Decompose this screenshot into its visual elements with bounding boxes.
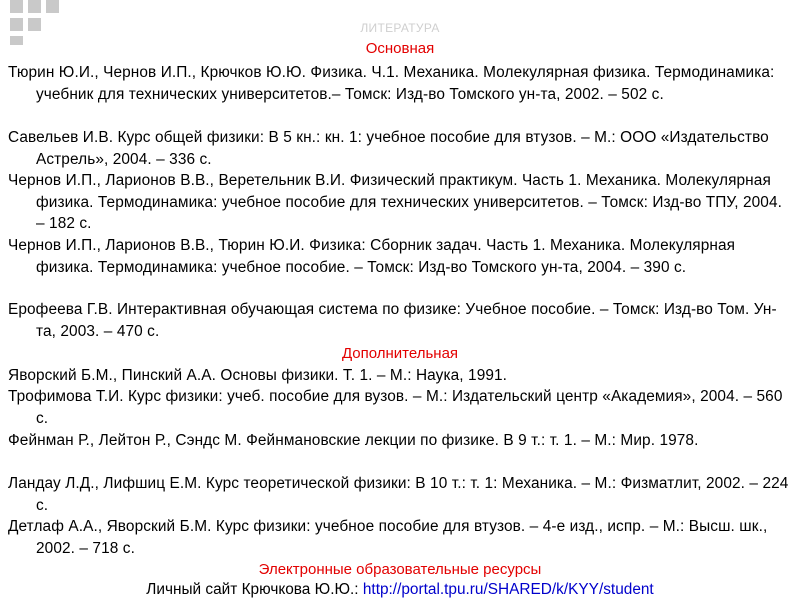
reference-item: Савельев И.В. Курс общей физики: В 5 кн.: кн. 1: учебное пособие для втузов. – М.: ООО «Издательство Астрель», 2004. – 336 с.	[8, 129, 769, 168]
reference-item: Тюрин Ю.И., Чернов И.П., Крючков Ю.Ю. Физика. Ч.1. Механика. Молекулярная физика. Термодинамика: учебник для технических университетов.– Томск: Изд-во Томского ун-та, 2002. – 502 с.	[8, 64, 775, 103]
reference-item: Ландау Л.Д., Лифшиц Е.М. Курс теоретической физики: В 10 т.: т. 1: Механика. – М.: Физматлит, 2002. – 224 с.	[8, 475, 789, 514]
reference-item: Яворский Б.М., Пинский А.А. Основы физики. Т. 1. – М.: Наука, 1991.	[8, 367, 508, 384]
student-site-link[interactable]: http://portal.tpu.ru/SHARED/k/KYY/student	[362, 581, 654, 598]
section-heading-main: Основная	[365, 40, 435, 57]
reference-item: Детлаф А.А., Яворский Б.М. Курс физики: учебное пособие для втузов. – 4-е изд., испр. – М.: Высш. шк., 2002. – 718 с.	[8, 518, 768, 557]
decor-square	[10, 0, 23, 13]
page-title: ЛИТЕРАТУРА	[360, 21, 440, 35]
reference-item: Ерофеева Г.В. Интерактивная обучающая система по физике: Учебное пособие. – Томск: Изд-во Том. Ун-та, 2003. – 470 с.	[8, 301, 777, 340]
section-heading-electronic: Электронные образовательные ресурсы	[258, 561, 542, 578]
decor-square	[46, 0, 59, 13]
electronic-resource-label: Личный сайт Крючкова Ю.Ю.:	[146, 581, 363, 598]
reference-item: Чернов И.П., Ларионов В.В., Веретельник В.И. Физический практикум. Часть 1. Механика. Молекулярная физика. Термодинамика: учебное пособие для технических университетов. – Томск: Изд-во ТПУ, 2004. – 182 с.	[8, 172, 783, 232]
electronic-resource-line	[0, 580, 800, 600]
reference-item: Трофимова Т.И. Курс физики: учеб. пособие для вузов. – М.: Издательский центр «Академия», 2004. – 560 с.	[8, 388, 783, 427]
section-heading-additional: Дополнительная	[341, 345, 459, 362]
reference-item: Чернов И.П., Ларионов В.В., Тюрин Ю.И. Физика: Сборник задач. Часть 1. Механика. Молекулярная физика. Термодинамика: учебное пособие. – Томск: Изд-во Томского ун-та, 2004. – 390 с.	[8, 237, 736, 276]
reference-item: Фейнман Р., Лейтон Р., Сэндс М. Фейнмановские лекции по физике. В 9 т.: т. 1. – М.: Мир. 1978.	[8, 432, 699, 449]
decor-square	[28, 0, 41, 13]
